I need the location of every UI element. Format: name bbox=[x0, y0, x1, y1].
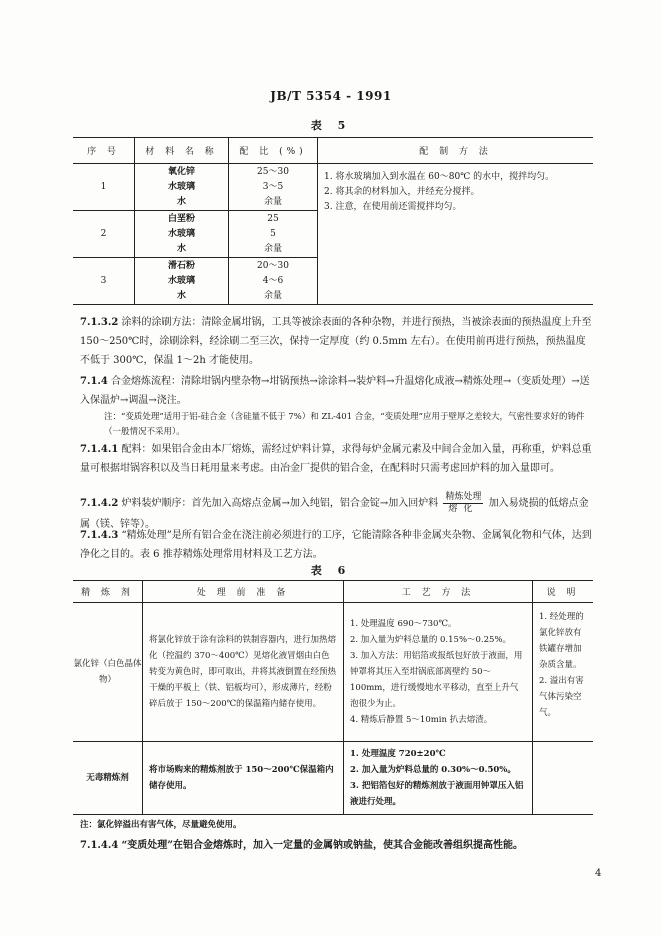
table5-ratios bbox=[229, 211, 318, 258]
note-variation-treatment: 注：“变质处理”适用于铝-硅合金（含硅量不低于 7%）和 ZL-401 合金，“变质处理”应用于壁厚之差较大，气密性要求好的铸件（一般情况不采用）。 bbox=[104, 412, 585, 437]
material-name: 水 bbox=[176, 290, 186, 301]
table6-agent: 氯化锌（白色晶体物） bbox=[73, 603, 143, 742]
table6-header-row bbox=[73, 581, 593, 603]
process-step: 3. 把铝箔包好的精炼剂放于液面用钟罩压入铝液进行处理。 bbox=[350, 781, 524, 807]
process-step: 4. 精炼后静置 5～10min 扒去熔渣。 bbox=[350, 715, 493, 725]
table-row bbox=[73, 603, 593, 742]
table6-process bbox=[344, 603, 533, 742]
ratio-value: 20～30 bbox=[257, 260, 289, 271]
note-zinc-chloride: 注：氯化锌溢出有害气体，尽量避免使用。 bbox=[80, 820, 242, 830]
table6-header-process: 工 艺 方 法 bbox=[344, 581, 533, 603]
material-name: 水玻璃 bbox=[167, 228, 195, 239]
table5-no: 2 bbox=[73, 211, 135, 258]
section-text: 加入易烧损的低熔点金属（镁、锌等）。 bbox=[80, 498, 589, 530]
section-text: 合金熔炼流程：清除坩锅内壁杂物→坩锅预热→涂涂料→装炉料→升温熔化成液→精炼处理→（变质处理）→送入保温炉→调温→浇注。 bbox=[80, 376, 590, 406]
table6-process bbox=[344, 742, 533, 815]
table6-header-remark: 说 明 bbox=[533, 581, 594, 603]
remark-item: 2. 溢出有害气体污染空气。 bbox=[539, 676, 584, 718]
section-number: 7.1.4.1 bbox=[80, 444, 119, 455]
section-7-1-4-4 bbox=[80, 836, 595, 855]
table5-header-row bbox=[73, 138, 593, 164]
table5-materials bbox=[135, 164, 229, 211]
table5-ratios bbox=[229, 164, 318, 211]
fraction-bottom: 熔化 bbox=[448, 504, 479, 514]
method-step: 3. 注意，在使用前还需搅拌均匀。 bbox=[324, 202, 462, 212]
section-7-1-3-2 bbox=[80, 313, 595, 370]
ratio-value: 4～6 bbox=[262, 275, 284, 286]
ratio-value: 25 bbox=[267, 213, 279, 224]
table5-materials bbox=[135, 211, 229, 258]
ratio-value: 3～5 bbox=[262, 181, 284, 192]
table-row bbox=[73, 164, 593, 211]
table6-prep: 将市场购来的精炼剂放于 150～200℃保温箱内储存使用。 bbox=[143, 742, 344, 815]
page-number: 4 bbox=[595, 868, 602, 879]
table5-ratios bbox=[229, 258, 318, 305]
fraction-top: 精炼处理 bbox=[445, 492, 482, 502]
ratio-value: 25～30 bbox=[257, 166, 289, 177]
table6-remark bbox=[533, 742, 594, 815]
table5-header-method: 配 制 方 法 bbox=[318, 138, 594, 164]
table-row bbox=[73, 742, 593, 815]
table6-header-prep: 处 理 前 准 备 bbox=[143, 581, 344, 603]
table6-caption: 表 6 bbox=[310, 564, 352, 577]
ratio-value: 余量 bbox=[263, 196, 282, 207]
section-text: 炉料装炉顺序：首先加入高熔点金属→加入纯铝，铝合金锭→加入回炉料 bbox=[121, 498, 439, 509]
section-number: 7.1.3.2 bbox=[80, 317, 119, 328]
material-name: 白垩粉 bbox=[167, 213, 195, 224]
table5-no: 1 bbox=[73, 164, 135, 211]
section-7-1-4 bbox=[80, 372, 595, 410]
material-name: 水 bbox=[176, 243, 186, 254]
table5-method-cell bbox=[318, 164, 594, 305]
table6-agent: 无毒精炼剂 bbox=[73, 742, 143, 815]
table5-header-material: 材 料 名 称 bbox=[135, 138, 229, 164]
table5-caption: 表 5 bbox=[310, 119, 352, 132]
section-number: 7.1.4.3 bbox=[80, 530, 119, 541]
table5-materials bbox=[135, 258, 229, 305]
table6-prep: 将氯化锌放于涂有涂料的铁制容器内，进行加热熔化（控温约 370～400℃）见熔化液冒烟由白色转变为黄色时，即可取出，并将其液倒置在经预热干燥的平板上（铁、铝板均可），形成薄片，经粉碎后放于 150～200℃的保温箱内储存使用。 bbox=[143, 603, 344, 742]
material-name: 水 bbox=[176, 196, 186, 207]
table5 bbox=[73, 137, 593, 305]
table5-header-ratio: 配 比 (%) bbox=[229, 138, 318, 164]
table5-header-no: 序 号 bbox=[73, 138, 135, 164]
document-header: JB/T 5354 - 1991 bbox=[270, 89, 392, 103]
material-name: 水玻璃 bbox=[167, 275, 195, 286]
section-text: “变质处理”在铝合金熔炼时，加入一定量的金属钠或钠盐，使其合金能改善组织提高性能。 bbox=[121, 840, 523, 851]
ratio-value: 余量 bbox=[263, 243, 282, 254]
table5-no: 3 bbox=[73, 258, 135, 305]
section-number: 7.1.4.2 bbox=[80, 498, 119, 509]
material-name: 水玻璃 bbox=[167, 181, 195, 192]
section-text: 配料：如果铝合金由本厂熔炼，需经过炉料计算，求得每炉金属元素及中间合金加入量，再称重，炉料总重量可根据坩锅容积以及当日耗用量来考虑。由冶金厂提供的铝合金，在配料时只需考虑回炉料的加入量即可。 bbox=[80, 444, 592, 474]
material-name: 氧化锌 bbox=[167, 166, 195, 177]
method-step: 1. 将水玻璃加入到水温在 60～80℃ 的水中，搅拌均匀。 bbox=[324, 172, 555, 182]
process-step: 2. 加入量为炉料总量的 0.15%～0.25%。 bbox=[350, 635, 512, 645]
section-text: “精炼处理”是所有铝合金在浇注前必须进行的工序，它能清除各种非金属夹杂物、金属氧化物和气体，达到净化之目的。表 6 推荐精炼处理常用材料及工艺方法。 bbox=[80, 530, 592, 560]
ratio-value: 余量 bbox=[263, 290, 282, 301]
section-number: 7.1.4 bbox=[80, 376, 108, 387]
section-number: 7.1.4.4 bbox=[80, 840, 119, 851]
remark-item: 1. 经处理的氯化锌放有铁罐存增加杂质含量。 bbox=[539, 612, 584, 670]
table6 bbox=[73, 580, 593, 815]
material-name: 滑石粉 bbox=[167, 260, 195, 271]
section-7-1-4-3 bbox=[80, 526, 595, 564]
ratio-value: 5 bbox=[270, 228, 276, 239]
process-step: 3. 加入方法：用铝箔或报纸包好放于液面，用钟罩将其压入至坩锅底部离壁约 50～100mm，进行缓慢地水平移动，直至上升气泡很少为止。 bbox=[350, 651, 523, 709]
method-step: 2. 将其余的材料加入，并经充分搅拌。 bbox=[324, 187, 480, 197]
section-text: 涂料的涂刷方法：清除金属坩锅，工具等被涂表面的各种杂物，并进行预热，当被涂表面的预热温度上升至 150～250℃时，涂刷涂料，经涂刷二至三次，保持一定厚度（约 0.5mm 左右）。在使用前再进行预热，预热温度不低于 300℃，保温 1～2h 才能使用。 bbox=[80, 317, 592, 366]
table6-header-agent: 精 炼 剂 bbox=[73, 581, 143, 603]
process-step: 2. 加入量为炉料总量的 0.30%～0.50%。 bbox=[350, 765, 516, 775]
table6-remark bbox=[533, 603, 594, 742]
section-7-1-4-1 bbox=[80, 440, 595, 478]
process-step: 1. 处理温度 720±20℃ bbox=[350, 749, 446, 759]
process-step: 1. 处理温度 690～730℃。 bbox=[350, 619, 457, 629]
process-fraction bbox=[443, 492, 483, 515]
